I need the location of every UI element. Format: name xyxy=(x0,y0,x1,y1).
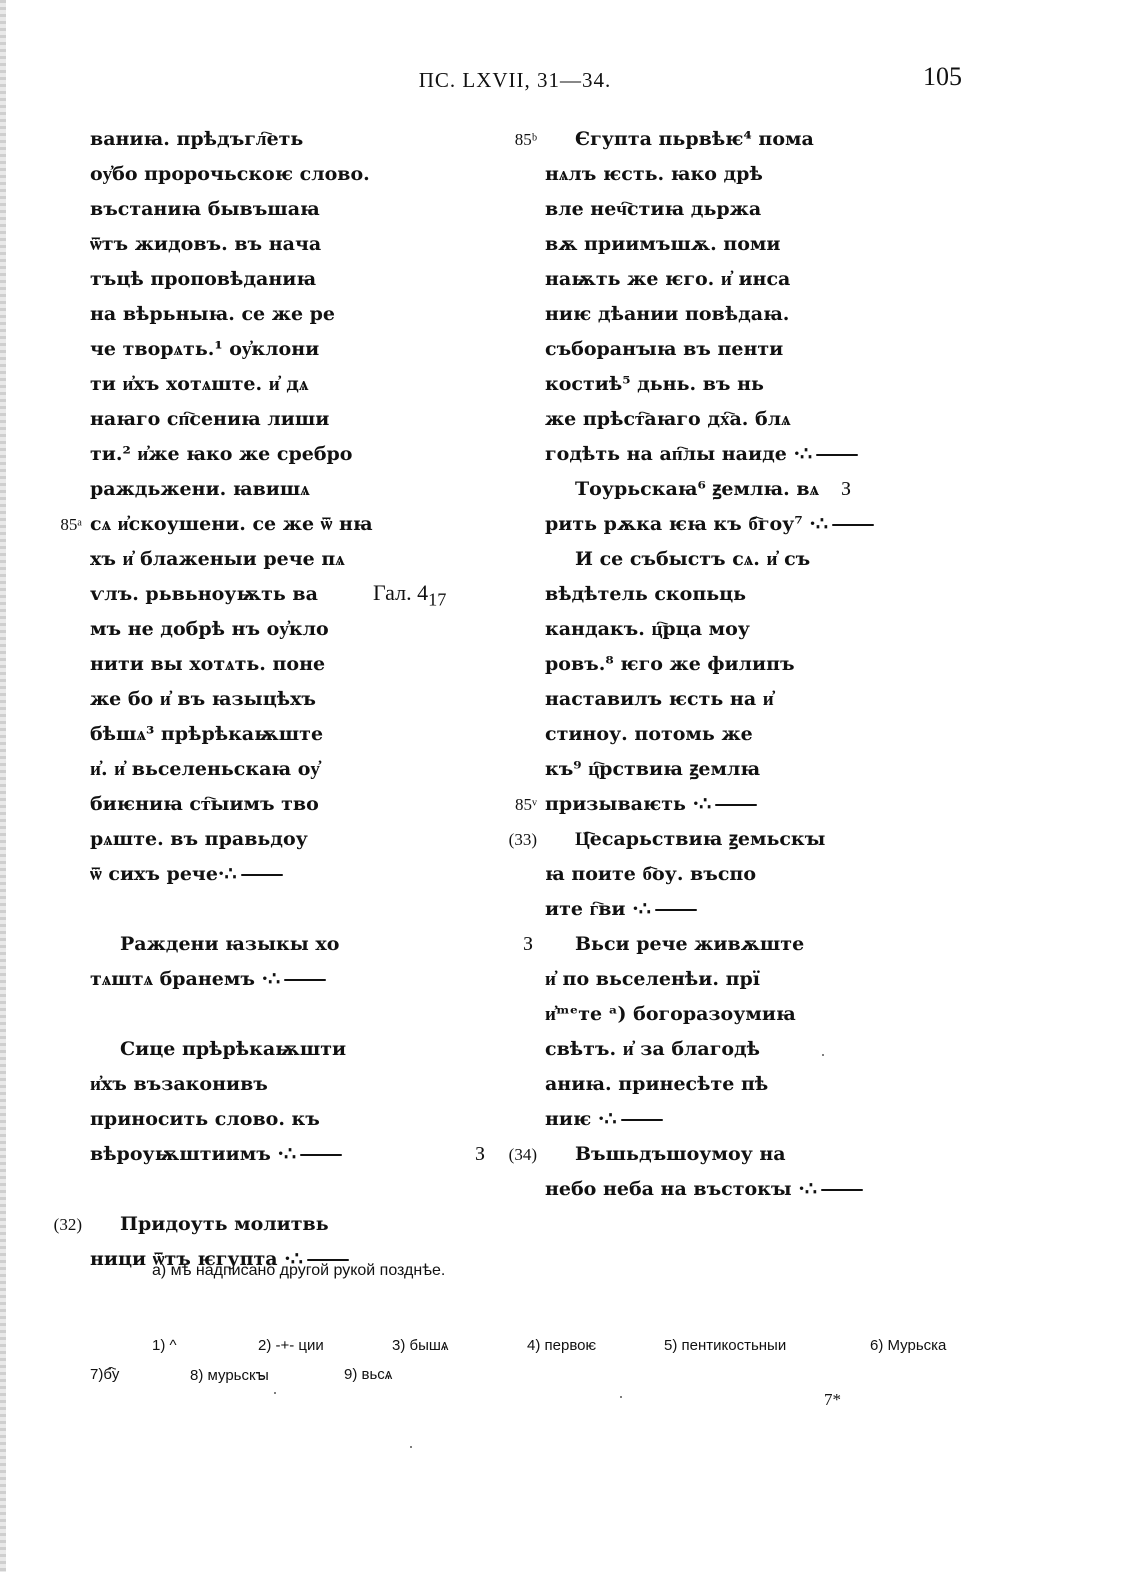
text-line xyxy=(545,297,885,332)
text-line xyxy=(90,647,420,682)
end-dash xyxy=(300,1154,342,1156)
folio-or-verse-marker: (33) xyxy=(508,830,537,849)
line-text: приносить слово. къ xyxy=(90,1108,320,1130)
text-line xyxy=(90,472,420,507)
text-line xyxy=(90,962,420,997)
line-text: тъцѣ проповѣданиꙗ xyxy=(90,268,317,290)
text-line xyxy=(545,717,885,752)
line-text: Вьси рече живѫште xyxy=(575,933,805,955)
text-line xyxy=(545,682,885,717)
line-text: тѧштѧ бранемъ ·∴ xyxy=(90,968,281,990)
text-line xyxy=(90,262,420,297)
text-line xyxy=(545,752,885,787)
line-text: И се събыстъ сѧ. и҆ съ xyxy=(575,548,811,570)
line-text: на вѣрьныꙗ. се же ре xyxy=(90,303,336,325)
text-line xyxy=(60,507,420,542)
line-text: Сице прѣрѣкаѭшти xyxy=(120,1038,347,1060)
line-text: Въшьдъшоумоу на xyxy=(575,1143,786,1165)
line-text: ꙗ поите б҇оу. въспо xyxy=(545,863,756,885)
line-text: ѵлъ. рьвьноуѭть ва xyxy=(90,583,318,605)
text-line xyxy=(90,822,420,857)
line-text: наꙗго сп҇сениꙗ лиши xyxy=(90,408,330,430)
line-text: свѣтъ. и҆ за благодѣ xyxy=(545,1038,761,1060)
variant-2: 2) -+- ции xyxy=(258,1337,324,1354)
text-line xyxy=(545,857,885,892)
folio-or-verse-marker: (34) xyxy=(508,1145,537,1164)
section-end-mark xyxy=(296,1143,342,1165)
text-line xyxy=(90,1137,420,1172)
margin-mark: З xyxy=(522,933,533,955)
text-line xyxy=(515,787,885,822)
line-text: рить рѫка ѥꙗ къ б҇гоу⁷ ·∴ xyxy=(545,513,828,535)
editorial-footnote: а) мѣ надписано другой рукой позднѣе. xyxy=(152,1262,446,1279)
line-text: и҆ по вьселенѣи. прї xyxy=(545,968,760,990)
variant-4: 4) первоѥ xyxy=(527,1337,597,1354)
variant-1: 1) ^ xyxy=(152,1337,177,1354)
line-text: аниꙗ. принесѣте пѣ xyxy=(545,1073,769,1095)
print-speck xyxy=(274,1392,276,1394)
text-line xyxy=(545,962,885,997)
line-text: хъ и҆ блаженыи рече пѧ xyxy=(90,548,345,570)
line-text: и҆хъ възаконивъ xyxy=(90,1073,268,1095)
end-dash xyxy=(621,1119,663,1121)
text-line xyxy=(545,1032,885,1067)
section-end-mark xyxy=(711,793,757,815)
section-end-mark xyxy=(617,1108,663,1130)
line-text: Ц҇есарьствиꙗ ꙃемьскꙑ xyxy=(575,828,826,850)
text-line xyxy=(545,612,885,647)
text-line xyxy=(90,997,420,1032)
folio-or-verse-marker: 85ᵛ xyxy=(515,795,537,814)
text-line xyxy=(545,332,885,367)
page-number: 105 xyxy=(923,62,962,91)
text-line xyxy=(90,857,420,892)
cross-reference-verse: 17 xyxy=(428,589,447,610)
line-text: рѧште. въ правьдоу xyxy=(90,828,308,850)
line-text: нити вы хотѧть. поне xyxy=(90,653,326,675)
line-text: нѧлъ ѥсть. ꙗко дрѣ xyxy=(545,163,763,185)
line-text: стиноу. потомь же xyxy=(545,723,753,745)
text-line xyxy=(90,577,420,612)
section-end-mark xyxy=(651,898,697,920)
text-line xyxy=(90,612,420,647)
text-line xyxy=(90,682,420,717)
line-text: ите г҇ви ·∴ xyxy=(545,898,651,920)
text-line xyxy=(90,402,420,437)
text-line xyxy=(90,752,420,787)
section-end-mark xyxy=(817,1178,863,1200)
end-dash xyxy=(832,524,874,526)
line-text: къ⁹ ц҇рствиꙗ ꙃемлꙗ xyxy=(545,758,761,780)
variant-readings-row-2 xyxy=(0,1366,1140,1388)
text-line xyxy=(545,367,885,402)
text-line xyxy=(545,402,885,437)
text-line xyxy=(90,367,420,402)
line-text: вле неч҇стиꙗ дьржа xyxy=(545,198,762,220)
text-line xyxy=(545,157,885,192)
line-text: ти и҆хъ хотѧште. и҆ дѧ xyxy=(90,373,309,395)
line-text: наѭть же ѥго. и҆ инса xyxy=(545,268,791,290)
line-text: костиѣ⁵ дьнь. въ нь xyxy=(545,373,764,395)
text-line xyxy=(545,1067,885,1102)
line-text: въстаниꙗ бывъшаꙗ xyxy=(90,198,320,220)
text-line xyxy=(90,1172,420,1207)
line-text: оу҆бо пророчьскоѥ слово. xyxy=(90,163,370,185)
folio-or-verse-marker: (32) xyxy=(53,1215,82,1234)
text-line xyxy=(545,472,885,507)
margin-mark: З xyxy=(841,478,852,500)
folio-or-verse-marker: 85ᵃ xyxy=(60,515,82,534)
variant-9: 9) вьсѧ xyxy=(344,1366,393,1383)
line-text: призываѥть ·∴ xyxy=(545,793,712,815)
cross-reference-text: Гал. 4 xyxy=(373,580,429,605)
line-text: вѣроуѭштиимъ ·∴ xyxy=(90,1143,297,1165)
text-line xyxy=(90,122,420,157)
text-line xyxy=(90,192,420,227)
folio-or-verse-marker: 85ᵇ xyxy=(514,130,537,149)
text-line xyxy=(522,927,885,962)
line-text: ници ѿтъ ѥгупта ·∴ xyxy=(90,1248,303,1270)
line-text: и҆ᵐᵉте ᵃ) богоразоумиꙗ xyxy=(545,1003,796,1025)
print-speck xyxy=(822,1054,824,1056)
end-dash xyxy=(284,979,326,981)
right-text-column xyxy=(474,122,885,1207)
section-end-mark xyxy=(828,513,874,535)
print-speck xyxy=(410,1446,412,1448)
text-line xyxy=(90,787,420,822)
line-text: и҆. и҆ вьселеньскаꙗ оу҆ xyxy=(90,758,320,780)
text-line xyxy=(90,297,420,332)
text-line xyxy=(545,542,885,577)
left-text-column xyxy=(53,122,420,1277)
line-text: мъ не добрѣ нъ оу҆кло xyxy=(90,618,329,640)
line-text: же прѣст҇аꙗго дх҇а. блѧ xyxy=(545,408,791,430)
line-text: вѣдѣтель скопьць xyxy=(545,583,747,605)
end-dash xyxy=(307,1259,349,1261)
text-line xyxy=(90,437,420,472)
text-line xyxy=(90,227,420,262)
variant-7: 7)б҇у xyxy=(90,1366,120,1383)
line-text: съборанꙑꙗ въ пенти xyxy=(545,338,784,360)
line-text: че творѧть.¹ оу҆клони xyxy=(90,338,320,360)
running-header: ПС. LXVII, 31—34. xyxy=(418,68,612,92)
text-line xyxy=(90,927,420,962)
line-text: наставилъ ѥсть на и҆ xyxy=(545,688,774,710)
variant-6: 6) Мурьска xyxy=(870,1337,947,1354)
variant-8: 8) мурьскꙑ xyxy=(190,1367,270,1384)
text-line xyxy=(90,1102,420,1137)
line-text: Єгупта пьрвѣѥ⁴ пома xyxy=(575,128,814,150)
text-line xyxy=(474,1137,885,1172)
text-line xyxy=(545,1102,885,1137)
text-line xyxy=(545,192,885,227)
line-text: ваниꙗ. прѣдъгл҇еть xyxy=(90,128,304,150)
line-text: бѣшѧ³ прѣрѣкаѭште xyxy=(90,723,324,745)
end-dash xyxy=(655,909,697,911)
text-line xyxy=(90,157,420,192)
line-text: сѧ и҆скоушени. се же ѿ нꙗ xyxy=(90,513,373,535)
text-line xyxy=(545,647,885,682)
line-text: годѣть на ап҇лы наиде ·∴ xyxy=(545,443,813,465)
line-text: ровъ.⁸ ѥго же филипъ xyxy=(545,653,795,675)
line-text: Придоуть молитвь xyxy=(120,1213,329,1235)
line-text: вѫ приимъшѫ. поми xyxy=(545,233,781,255)
end-dash xyxy=(715,804,757,806)
section-end-mark xyxy=(812,443,858,465)
text-line xyxy=(545,227,885,262)
text-line xyxy=(545,262,885,297)
text-line xyxy=(545,892,885,927)
scripture-cross-reference xyxy=(373,580,446,610)
text-line xyxy=(514,122,885,157)
end-dash xyxy=(816,454,858,456)
text-line xyxy=(90,1067,420,1102)
section-end-mark xyxy=(280,968,326,990)
signature-mark: 7* xyxy=(824,1390,841,1409)
section-end-mark xyxy=(237,863,283,885)
text-line xyxy=(508,822,885,857)
text-line xyxy=(90,1032,420,1067)
line-text: ти.² и҆же ꙗко же сребро xyxy=(90,443,353,465)
variant-3: 3) бышѧ xyxy=(392,1337,449,1354)
line-text: биѥниꙗ ст҇ыимъ тво xyxy=(90,793,319,815)
text-line xyxy=(53,1207,420,1242)
text-line xyxy=(545,577,885,612)
line-text: ѿтъ жидовъ. въ нача xyxy=(90,233,322,255)
text-line xyxy=(90,542,420,577)
text-line xyxy=(545,507,885,542)
end-dash xyxy=(241,874,283,876)
line-text: Тоурьскаꙗ⁶ ꙃемлꙗ. вѧ xyxy=(575,478,820,500)
line-text: ѿ сихъ рече·∴ xyxy=(90,863,237,885)
line-text: ниѥ ·∴ xyxy=(545,1108,617,1130)
text-line xyxy=(545,1172,885,1207)
text-line xyxy=(90,717,420,752)
line-text: кандакъ. ц҇рца моу xyxy=(545,618,750,640)
line-text: раждьжени. ꙗвишѧ xyxy=(90,478,310,500)
text-line xyxy=(90,332,420,367)
text-line xyxy=(90,892,420,927)
line-text: Раждени ꙗзыкы хо xyxy=(120,933,340,955)
line-text: ниѥ дѣании повѣдаꙗ. xyxy=(545,303,790,325)
line-text: небо неба на въстокꙑ ·∴ xyxy=(545,1178,817,1200)
margin-mark: З xyxy=(474,1143,485,1165)
text-line xyxy=(545,437,885,472)
variant-readings-row-1 xyxy=(0,1337,1140,1359)
end-dash xyxy=(821,1189,863,1191)
text-line xyxy=(545,997,885,1032)
print-speck xyxy=(620,1396,622,1398)
line-text: же бо и҆ въ ꙗзыцѣхъ xyxy=(90,688,317,710)
variant-5: 5) пентикостьныи xyxy=(664,1337,787,1354)
